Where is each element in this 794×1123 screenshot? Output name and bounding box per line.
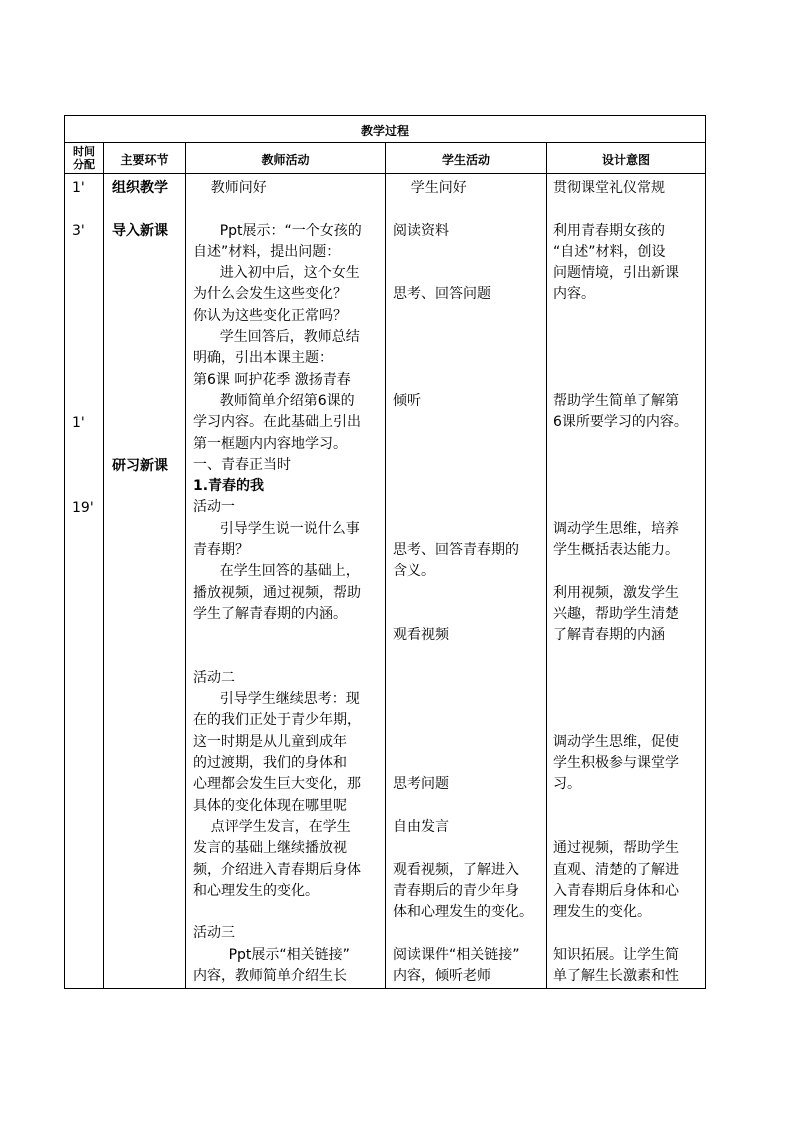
text-line bbox=[553, 817, 705, 838]
text-line bbox=[393, 370, 545, 391]
text-line: 活动一 bbox=[193, 499, 235, 516]
text-line: 具体的变化体现在哪里呢 bbox=[193, 797, 347, 814]
text-line: Ppt展示“相关链接” bbox=[193, 946, 350, 963]
text-line bbox=[393, 583, 545, 604]
text-line bbox=[553, 199, 705, 220]
table-title: 教学过程 bbox=[360, 124, 409, 138]
text-line bbox=[553, 796, 705, 817]
text-line: 兴趣，帮助学生清楚 bbox=[553, 605, 679, 622]
text-line: 在学生回答的基础上， bbox=[193, 563, 360, 580]
text-line bbox=[193, 647, 383, 668]
text-line: 问题情境，引出新课 bbox=[553, 265, 679, 282]
text-line: 和心理发生的变化。 bbox=[193, 882, 319, 899]
text-line bbox=[393, 647, 545, 668]
text-line: 的过渡期，我们的身体和 bbox=[193, 755, 347, 772]
text-line: 倾听 bbox=[393, 392, 421, 409]
text-line bbox=[553, 306, 705, 327]
text-line bbox=[393, 242, 545, 263]
text-line bbox=[553, 434, 705, 455]
text-line bbox=[553, 561, 705, 582]
text-line: 明确，引出本课主题： bbox=[193, 350, 333, 367]
text-line: 单了解生长激素和性 bbox=[553, 967, 679, 984]
text-line bbox=[553, 497, 705, 518]
column-divider bbox=[185, 142, 186, 988]
text-line bbox=[553, 710, 705, 731]
text-line: 思考、回答问题 bbox=[393, 286, 491, 303]
text-line: 学习内容。在此基础上引出 bbox=[193, 414, 361, 431]
text-line: 阅读课件“相关链接” bbox=[393, 946, 520, 963]
text-line bbox=[393, 838, 545, 859]
text-line: 利用青春期女孩的 bbox=[553, 222, 665, 239]
segment-study: 研习新课 bbox=[112, 458, 168, 474]
text-line bbox=[553, 647, 705, 668]
text-line: 内容，倾听老师 bbox=[393, 967, 491, 984]
text-line: 知识拓展。让学生简 bbox=[553, 946, 679, 963]
text-line bbox=[393, 519, 545, 540]
text-line: 学生积极参与课堂学 bbox=[553, 755, 679, 772]
text-line bbox=[393, 348, 545, 369]
text-line: 这一时期是从儿童到成年 bbox=[193, 733, 347, 750]
text-line bbox=[393, 199, 545, 220]
text-line bbox=[553, 668, 705, 689]
text-line: 学生问好 bbox=[393, 180, 467, 196]
text-line bbox=[393, 476, 545, 497]
text-line: 入青春期后身体和心 bbox=[553, 882, 679, 899]
text-line: 为什么会发生这些变化？ bbox=[193, 286, 347, 303]
text-line: 帮助学生简单了解第 bbox=[553, 392, 679, 409]
teacher-activity-text bbox=[193, 178, 383, 987]
text-line: 调动学生思维，培养 bbox=[553, 520, 679, 537]
text-line: 引导学生说一说什么事 bbox=[193, 520, 360, 537]
text-line bbox=[393, 497, 545, 518]
text-line: Ppt展示：“一个女孩的 bbox=[193, 222, 362, 239]
text-line: 青春期？ bbox=[193, 542, 249, 559]
text-line: 教师问好 bbox=[193, 180, 267, 196]
text-line: 理发生的变化。 bbox=[553, 904, 651, 921]
text-line bbox=[193, 902, 383, 923]
text-line: 内容，教师简单介绍生长 bbox=[193, 967, 347, 984]
text-line: 一、青春正当时 bbox=[193, 456, 291, 473]
text-line bbox=[553, 327, 705, 348]
text-line: 播放视频，通过视频，帮助 bbox=[193, 584, 361, 601]
column-divider bbox=[546, 142, 547, 988]
text-line bbox=[393, 306, 545, 327]
text-line: 通过视频，帮助学生 bbox=[553, 840, 679, 857]
text-line: 含义。 bbox=[393, 563, 435, 580]
text-line bbox=[553, 923, 705, 944]
text-line: 青春期后的青少年身 bbox=[393, 882, 519, 899]
text-line: 自述”材料，提出问题： bbox=[193, 243, 341, 260]
text-line bbox=[393, 434, 545, 455]
segment-organize: 组织教学 bbox=[112, 180, 168, 196]
text-line: 利用视频，激发学生 bbox=[553, 584, 679, 601]
text-line: 思考、回答青春期的 bbox=[393, 542, 519, 559]
time-4: 19' bbox=[72, 500, 94, 516]
text-line: 6课所要学习的内容。 bbox=[553, 414, 688, 431]
text-line: 内容。 bbox=[553, 286, 595, 303]
column-divider bbox=[103, 142, 104, 988]
header-teacher-activity: 教师活动 bbox=[261, 153, 310, 167]
text-line: 1.青春的我 bbox=[193, 478, 265, 495]
text-line: 活动三 bbox=[193, 925, 235, 942]
text-line: 第6课 呵护花季 激扬青春 bbox=[193, 371, 351, 388]
header-segment: 主要环节 bbox=[120, 153, 169, 167]
lesson-process-table bbox=[64, 115, 706, 989]
time-3: 1' bbox=[72, 415, 85, 431]
text-line: 你认为这些变化正常吗？ bbox=[193, 307, 347, 324]
text-line bbox=[553, 455, 705, 476]
segment-introduce: 导入新课 bbox=[112, 223, 168, 239]
text-line: 了解青春期的内涵 bbox=[553, 627, 665, 644]
text-line bbox=[193, 625, 383, 646]
text-line bbox=[393, 263, 545, 284]
text-line: 习。 bbox=[553, 776, 581, 793]
text-line bbox=[193, 199, 383, 220]
text-line: 点评学生发言，在学生 bbox=[193, 818, 351, 835]
text-line: 发言的基础上继续播放视 bbox=[193, 840, 347, 857]
text-line: 观看视频，了解进入 bbox=[393, 861, 519, 878]
text-line bbox=[393, 604, 545, 625]
text-line: 学生了解青春期的内涵。 bbox=[193, 605, 347, 622]
text-line bbox=[553, 370, 705, 391]
text-line: “自述”材料，创设 bbox=[553, 243, 666, 260]
text-line: 调动学生思维，促使 bbox=[553, 733, 679, 750]
text-line: 在的我们正处于青少年期， bbox=[193, 712, 361, 729]
text-line: 观看视频 bbox=[393, 627, 449, 644]
text-line: 引导学生继续思考：现 bbox=[193, 691, 360, 708]
text-line: 贯彻课堂礼仪常规 bbox=[553, 180, 665, 196]
text-line: 学生概括表达能力。 bbox=[553, 542, 679, 559]
text-line: 体和心理发生的变化。 bbox=[393, 904, 533, 921]
text-line: 进入初中后，这个女生 bbox=[193, 265, 360, 282]
time-2: 3' bbox=[72, 223, 85, 239]
text-line: 思考问题 bbox=[393, 776, 449, 793]
text-line bbox=[393, 455, 545, 476]
text-line bbox=[393, 923, 545, 944]
text-line: 第一框题内内容地学习。 bbox=[193, 435, 347, 452]
text-line: 频，介绍进入青春期后身体 bbox=[193, 861, 361, 878]
column-divider bbox=[385, 142, 386, 988]
text-line bbox=[393, 732, 545, 753]
header-student-activity: 学生活动 bbox=[441, 153, 490, 167]
text-line bbox=[553, 689, 705, 710]
text-line: 教师简单介绍第6课的 bbox=[193, 392, 355, 409]
text-line bbox=[393, 327, 545, 348]
header-design-intent: 设计意图 bbox=[601, 153, 650, 167]
text-line bbox=[393, 796, 545, 817]
text-line: 活动二 bbox=[193, 669, 235, 686]
text-line: 自由发言 bbox=[393, 818, 449, 835]
text-line: 阅读资料 bbox=[393, 222, 449, 239]
text-line: 直观、清楚的了解进 bbox=[553, 861, 679, 878]
design-intent-text bbox=[553, 178, 705, 987]
text-line bbox=[393, 753, 545, 774]
student-activity-text bbox=[393, 178, 545, 987]
text-line bbox=[393, 668, 545, 689]
text-line: 学生回答后，教师总结 bbox=[193, 329, 360, 346]
text-line bbox=[553, 348, 705, 369]
header-time: 时间 分配 bbox=[73, 145, 95, 171]
text-line bbox=[393, 689, 545, 710]
text-line: 心理都会发生巨大变化，那 bbox=[193, 776, 361, 793]
text-line bbox=[393, 710, 545, 731]
text-line bbox=[393, 412, 545, 433]
time-1: 1' bbox=[72, 180, 85, 196]
text-line bbox=[553, 476, 705, 497]
